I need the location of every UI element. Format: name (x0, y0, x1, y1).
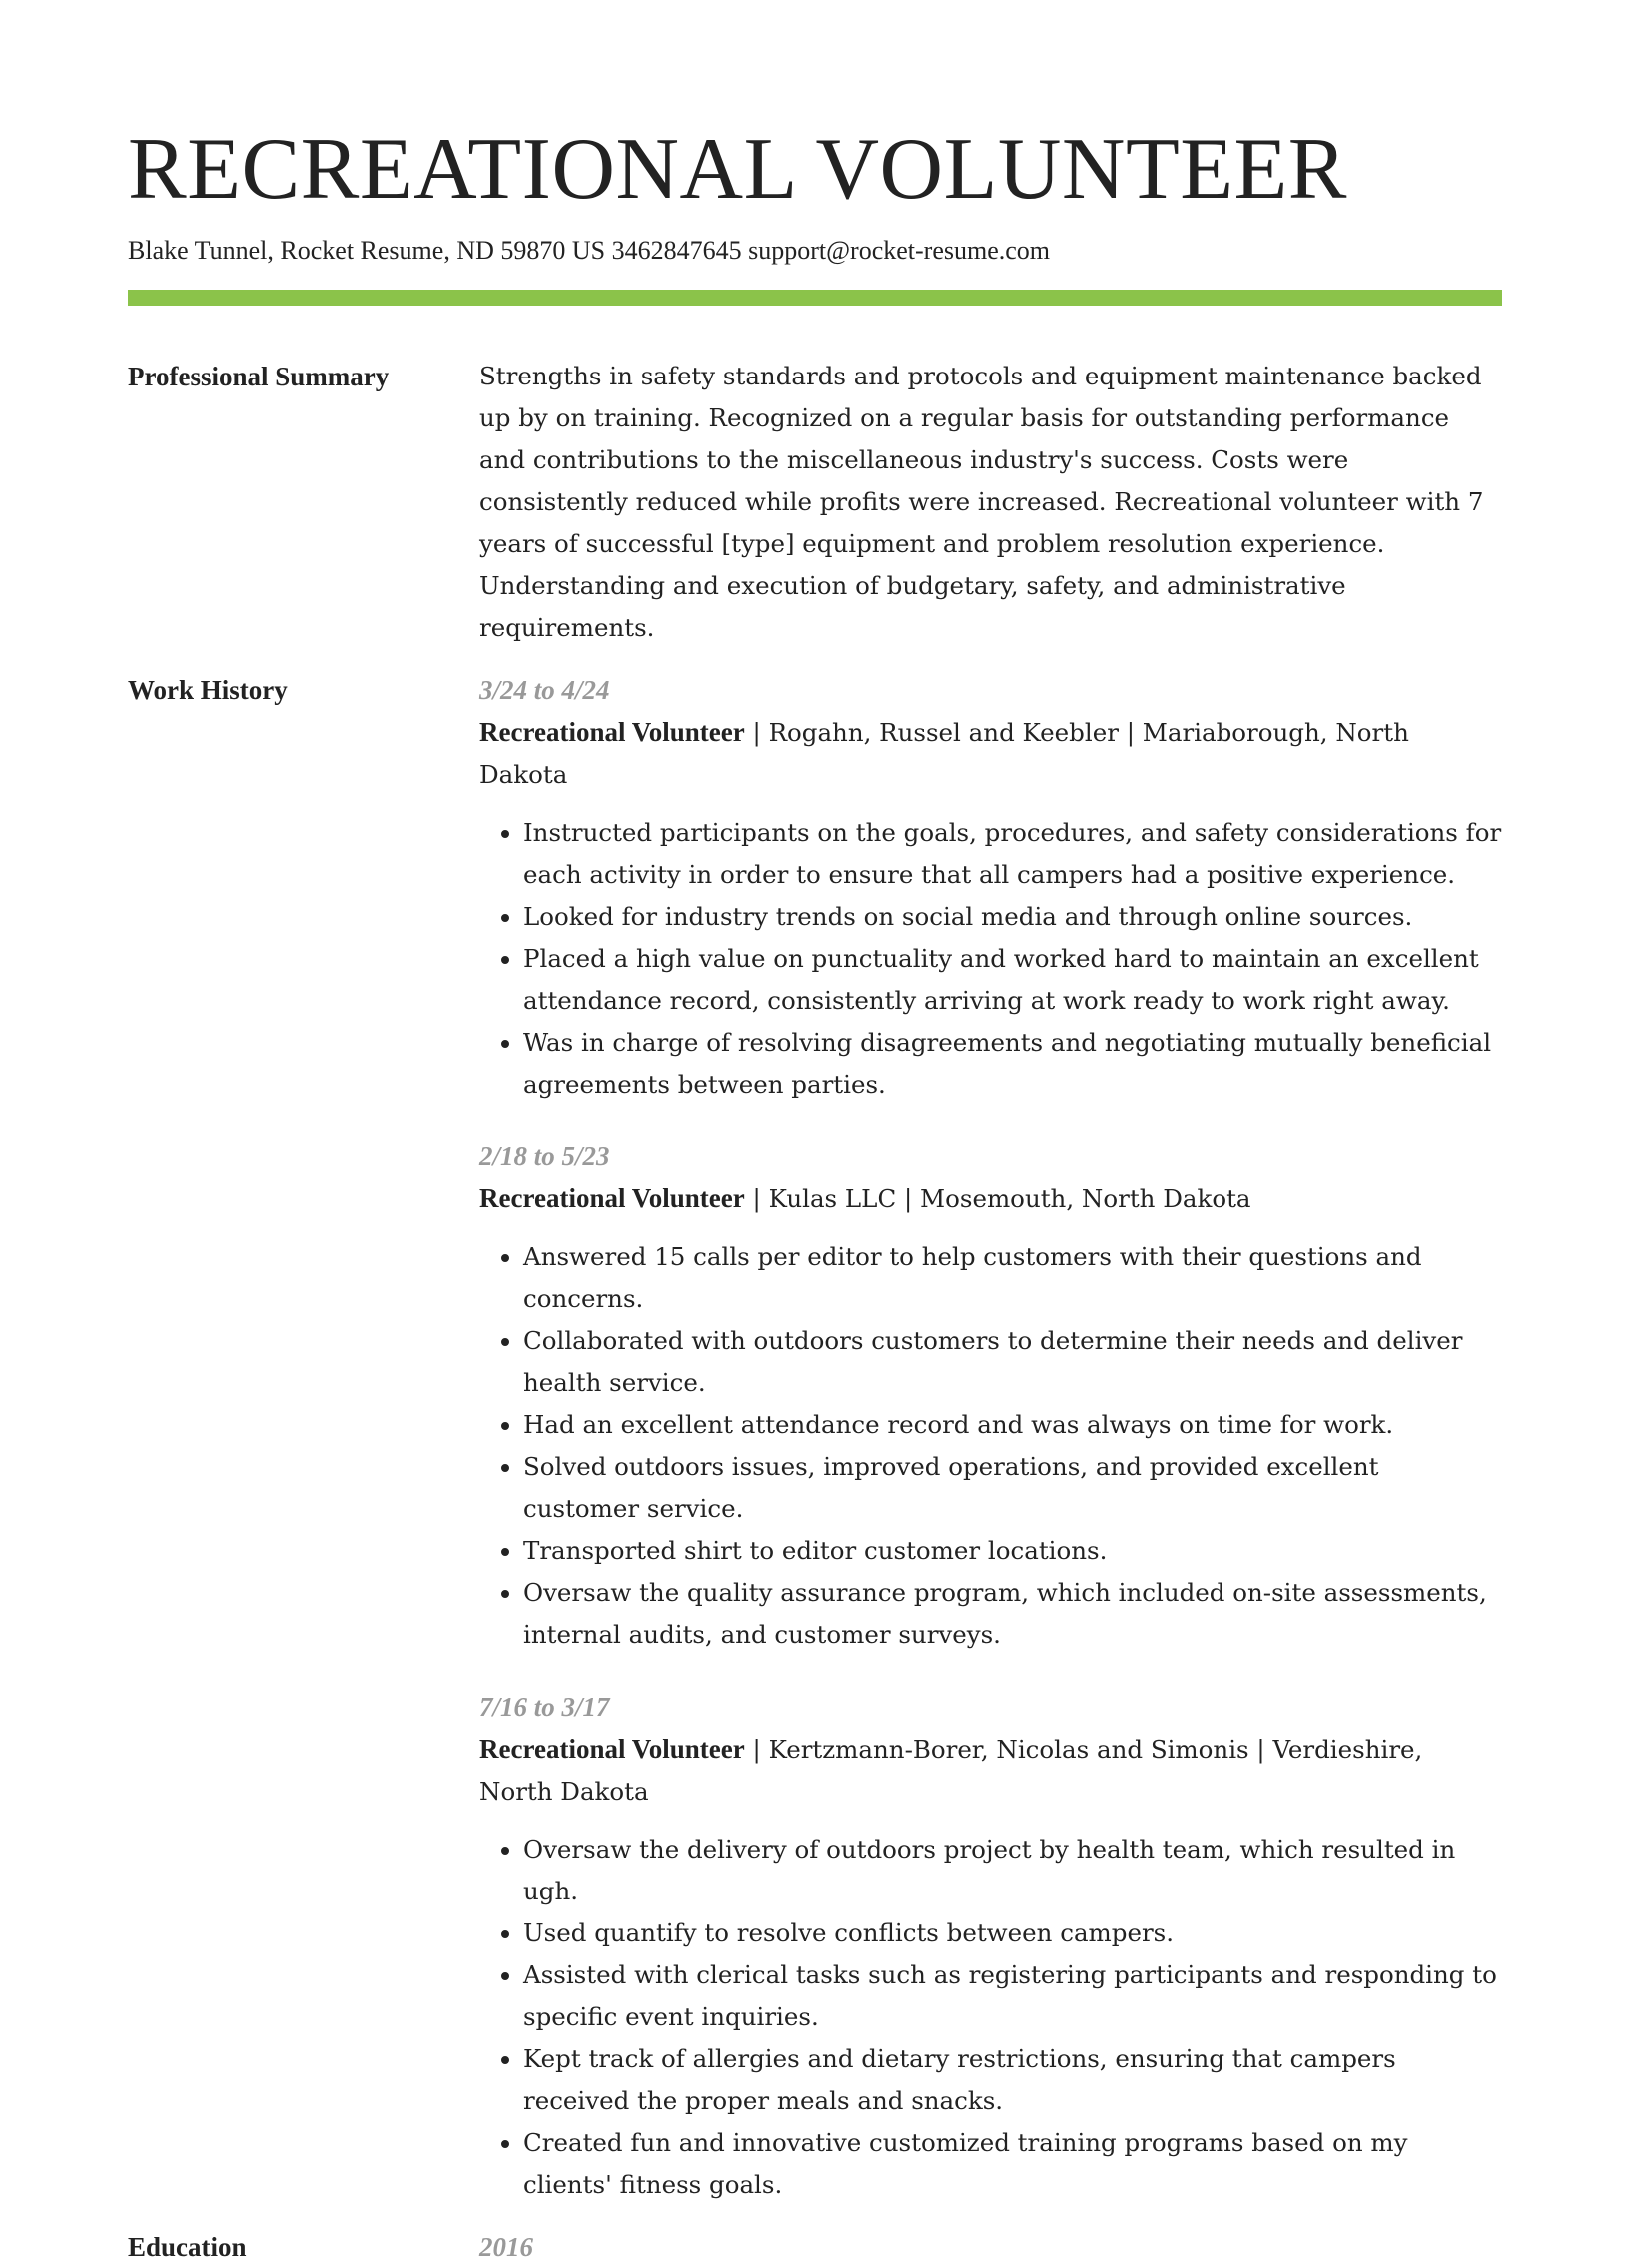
bullet-item: • Created fun and innovative customized training programs based on my clients' fitness goals. (523, 2122, 1502, 2206)
job-location: Mosemouth, North Dakota (920, 1184, 1251, 1213)
job-location: Mariaborough, North Dakota (479, 718, 1409, 789)
separator: | (744, 1735, 769, 1764)
bullet-item: • Solved outdoors issues, improved operations, and provided excellent customer service. (523, 1446, 1502, 1530)
job-bullets (479, 812, 1502, 1106)
job-title: Recreational Volunteer (479, 1734, 745, 1764)
section-label-education: Education (128, 2232, 247, 2262)
work-history-section (128, 669, 1502, 2206)
bullet-item: • Oversaw the delivery of outdoors project by health team, which resulted in ugh. (523, 1829, 1502, 1912)
bullet-item: • Had an excellent attendance record and was always on time for work. (523, 1404, 1502, 1446)
separator: | (744, 1184, 769, 1213)
bullet-item: • Was in charge of resolving disagreements and negotiating mutually beneficial agreements between parties. (523, 1022, 1502, 1106)
bullet-item: • Answered 15 calls per editor to help customers with their questions and concerns. (523, 1236, 1502, 1320)
job-heading (479, 711, 1502, 796)
job-title: Recreational Volunteer (479, 717, 745, 747)
job-entry (479, 1135, 1502, 1656)
accent-divider (128, 290, 1502, 306)
bullet-item: • Used quantify to resolve conflicts between campers. (523, 1912, 1502, 1954)
job-company: Kertzmann-Borer, Nicolas and Simonis (768, 1735, 1249, 1764)
section-label-work-history: Work History (128, 675, 288, 705)
bullet-item: • Placed a high value on punctuality and worked hard to maintain an excellent attendance record, consistently arriving at work ready to work right away. (523, 938, 1502, 1022)
education-date: 2016 (479, 2232, 533, 2262)
job-entry (479, 1686, 1502, 2206)
job-dates: 2/18 to 5/23 (479, 1141, 610, 1171)
job-company: Rogahn, Russel and Keebler (768, 718, 1119, 747)
separator: | (1248, 1735, 1273, 1764)
job-company: Kulas LLC (768, 1184, 897, 1213)
job-title: Recreational Volunteer (479, 1183, 745, 1213)
contact-line: Blake Tunnel, Rocket Resume, ND 59870 US 3462847645 support@rocket-resume.com (128, 236, 1051, 265)
section-label-summary: Professional Summary (128, 362, 390, 391)
separator: | (896, 1184, 921, 1213)
resume-title: RECREATIONAL VOLUNTEER (128, 121, 1347, 218)
job-bullets (479, 1236, 1502, 1656)
education-section (128, 2226, 1502, 2268)
bullet-item: • Transported shirt to editor customer locations. (523, 1530, 1502, 1572)
separator: | (744, 718, 769, 747)
resume-page (128, 120, 1502, 2268)
bullet-item: • Kept track of allergies and dietary restrictions, ensuring that campers received the proper meals and snacks. (523, 2038, 1502, 2122)
bullet-item: • Assisted with clerical tasks such as registering participants and responding to specific event inquiries. (523, 1954, 1502, 2038)
bullet-item: • Instructed participants on the goals, procedures, and safety considerations for each activity in order to ensure that all campers had a positive experience. (523, 812, 1502, 896)
professional-summary-section (128, 356, 1502, 649)
job-dates: 7/16 to 3/17 (479, 1692, 610, 1722)
bullet-item: • Collaborated with outdoors customers to determine their needs and deliver health service. (523, 1320, 1502, 1404)
bullet-item: • Oversaw the quality assurance program, which included on-site assessments, internal audits, and customer surveys. (523, 1572, 1502, 1656)
job-location: Verdieshire, North Dakota (479, 1735, 1423, 1806)
summary-text: Strengths in safety standards and protocols and equipment maintenance backed up by on training. Recognized on a regular basis for outstanding performance and contributions to the miscellaneous industry's success. Costs were consistently reduced while profits were increased. Recreational volunteer with 7 years of successful [type] equipment and problem resolution experience. Understanding and execution of budgetary, safety, and administrative requirements. (479, 362, 1484, 642)
job-bullets (479, 1829, 1502, 2206)
job-entry (479, 669, 1502, 1106)
job-heading (479, 1728, 1502, 1813)
work-history-list (479, 669, 1502, 2206)
bullet-item: • Looked for industry trends on social media and through online sources. (523, 896, 1502, 938)
job-dates: 3/24 to 4/24 (479, 675, 610, 705)
job-heading (479, 1177, 1502, 1220)
separator: | (1118, 718, 1143, 747)
